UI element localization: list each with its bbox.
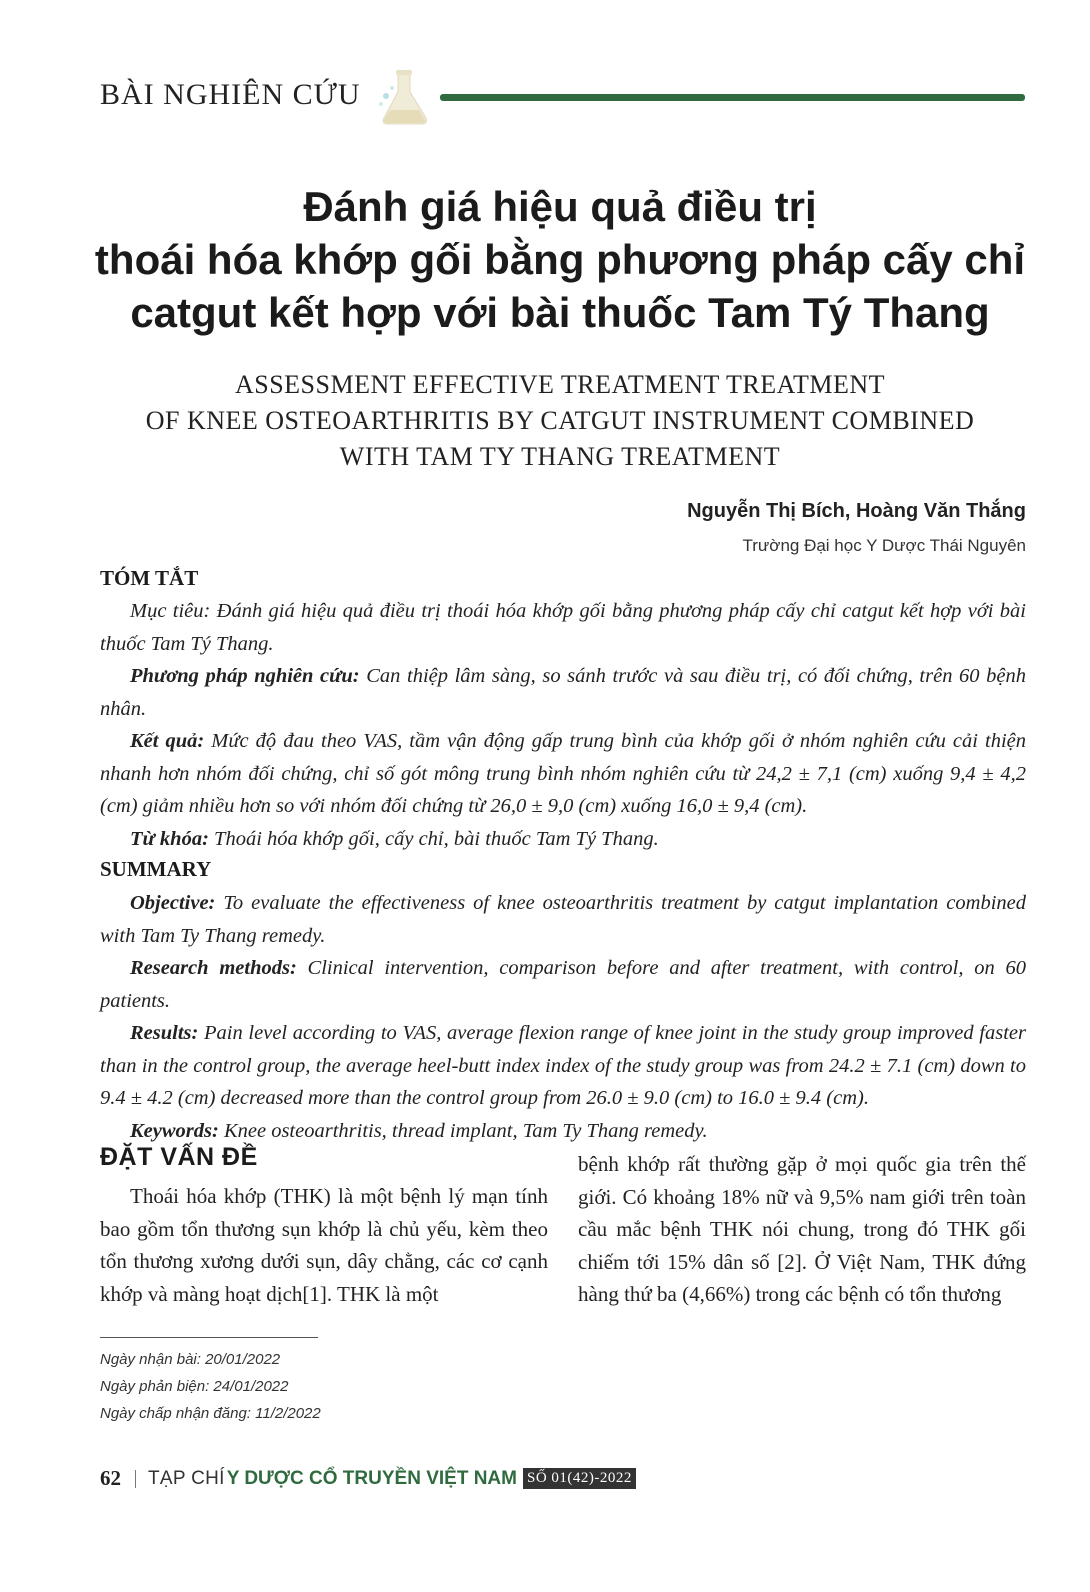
abstract-en-methods: [100, 952, 1026, 1017]
section-label: BÀI NGHIÊN CỨU: [100, 78, 361, 111]
methods-text: Clinical intervention, comparison before and after treatment, with control, on 60 patients.: [100, 957, 1026, 1012]
results-label: Kết quả:: [130, 730, 205, 752]
header-rule: [440, 94, 1025, 101]
abstract-en-objective: [100, 887, 1026, 952]
abstract-vn-body: [100, 595, 1026, 855]
page-number: 62: [100, 1466, 121, 1490]
methods-text: Can thiệp lâm sàng, so sánh trước và sau điều trị, có đối chứng, trên 60 bệnh nhân.: [100, 665, 1026, 720]
title-vn-line-3: catgut kết hợp với bài thuốc Tam Tý Thang: [130, 289, 990, 336]
footnotes: [100, 1346, 321, 1427]
keywords-text: Thoái hóa khớp gối, cấy chỉ, bài thuốc Tam Tý Thang.: [208, 827, 659, 850]
flask-icon: [372, 66, 434, 128]
title-vn-line-2: thoái hóa khớp gối bằng phương pháp cấy chỉ: [94, 236, 1026, 283]
keywords-text: Knee osteoarthritis, thread implant, Tam Ty Thang remedy.: [218, 1119, 708, 1142]
journal-prefix: TẠP CHÍ: [148, 1467, 225, 1489]
title-english: [60, 367, 1060, 475]
results-label: Results:: [130, 1022, 199, 1044]
footnote-received: Ngày nhận bài: 20/01/2022: [100, 1351, 281, 1368]
results-text: Mức độ đau theo VAS, tầm vận động gấp trung bình của khớp gối ở nhóm nghiên cứu cải thiện nhanh hơn nhóm đối chứng, chỉ số gót mông trung bình nhóm nghiên cứu từ 24,2 ± 7,1 (cm) xuống 9,4 ± 4,2 (cm) giảm nhiều hơn so với nhóm đối chứng từ 26,0 ± 9,0 (cm) xuống 16,0 ± 9,4 (cm).: [100, 730, 1026, 817]
title-vn-line-1: Đánh giá hiệu quả điều trị: [303, 183, 817, 230]
methods-label: Research methods:: [130, 957, 297, 979]
title-en-line-2: OF KNEE OSTEOARTHRITIS BY CATGUT INSTRUMENT COMBINED: [145, 406, 975, 435]
body-column-right: bệnh khớp rất thường gặp ở mọi quốc gia trên thế giới. Có khoảng 18% nữ và 9,5% nam giới trên toàn cầu mắc bệnh THK nói chung, trong đó THK gối chiếm tới 15% dân số [2]. Ở Việt Nam, THK đứng hàng thứ ba (4,66%) trong các bệnh có tổn thương: [578, 1152, 1026, 1306]
abstract-en-body: [100, 887, 1026, 1147]
footer-separator: [135, 1470, 136, 1488]
abstract-vn-methods: [100, 660, 1026, 725]
affiliation: Trường Đại học Y Dược Thái Nguyên: [742, 536, 1026, 555]
keywords-label: Keywords:: [130, 1119, 219, 1142]
title-en-line-3: WITH TAM TY THANG TREATMENT: [339, 442, 781, 471]
authors: Nguyễn Thị Bích, Hoàng Văn Thắng: [687, 500, 1026, 522]
body-column-left: Thoái hóa khớp (THK) là một bệnh lý mạn tính bao gồm tổn thương sụn khớp là chủ yếu, kèm theo tổn thương xương dưới sụn, dây chằng, các cơ cạnh khớp và màng hoạt dịch[1]. THK là một: [100, 1184, 548, 1306]
journal-name: Y DƯỢC CỔ TRUYỀN VIỆT NAM: [226, 1467, 517, 1489]
title-vietnamese: [60, 180, 1060, 339]
objective-label: Mục tiêu:: [130, 600, 211, 622]
abstract-en-heading: SUMMARY: [100, 857, 212, 881]
page-footer: [100, 1466, 636, 1491]
objective-label: Objective:: [130, 892, 216, 914]
results-text: Pain level according to VAS, average flexion range of knee joint in the study group improved faster than in the control group, the average heel-butt index index of the study group was from 24.2 ± 7.1 (cm) down to 9.4 ± 4.2 (cm) decreased more than the control group from 26.0 ± 9.0 (cm) to 16.0 ± 9.4 (cm).: [100, 1022, 1026, 1109]
footnote-divider: [100, 1337, 318, 1338]
abstract-vn-results: [100, 725, 1026, 823]
issue-badge: SỐ 01(42)-2022: [523, 1468, 636, 1489]
objective-text: To evaluate the effectiveness of knee osteoarthritis treatment by catgut implantation combined with Tam Ty Thang remedy.: [100, 892, 1026, 947]
keywords-label: Từ khóa:: [130, 827, 209, 850]
abstract-vn-heading: TÓM TẮT: [100, 566, 199, 590]
abstract-en-results: [100, 1017, 1026, 1115]
title-en-line-1: ASSESSMENT EFFECTIVE TREATMENT TREATMENT: [234, 370, 886, 399]
footnote-reviewed: Ngày phản biện: 24/01/2022: [100, 1378, 289, 1395]
abstract-vn-keywords: [100, 823, 1026, 856]
footnote-accepted: Ngày chấp nhận đăng: 11/2/2022: [100, 1405, 321, 1422]
methods-label: Phương pháp nghiên cứu:: [130, 665, 360, 687]
abstract-vn-objective: [100, 595, 1026, 660]
objective-text: Đánh giá hiệu quả điều trị thoái hóa khớp gối bằng phương pháp cấy chỉ catgut kết hợp với bài thuốc Tam Tý Thang.: [100, 600, 1027, 655]
section-heading-introduction: ĐẶT VẤN ĐỀ: [100, 1143, 258, 1171]
